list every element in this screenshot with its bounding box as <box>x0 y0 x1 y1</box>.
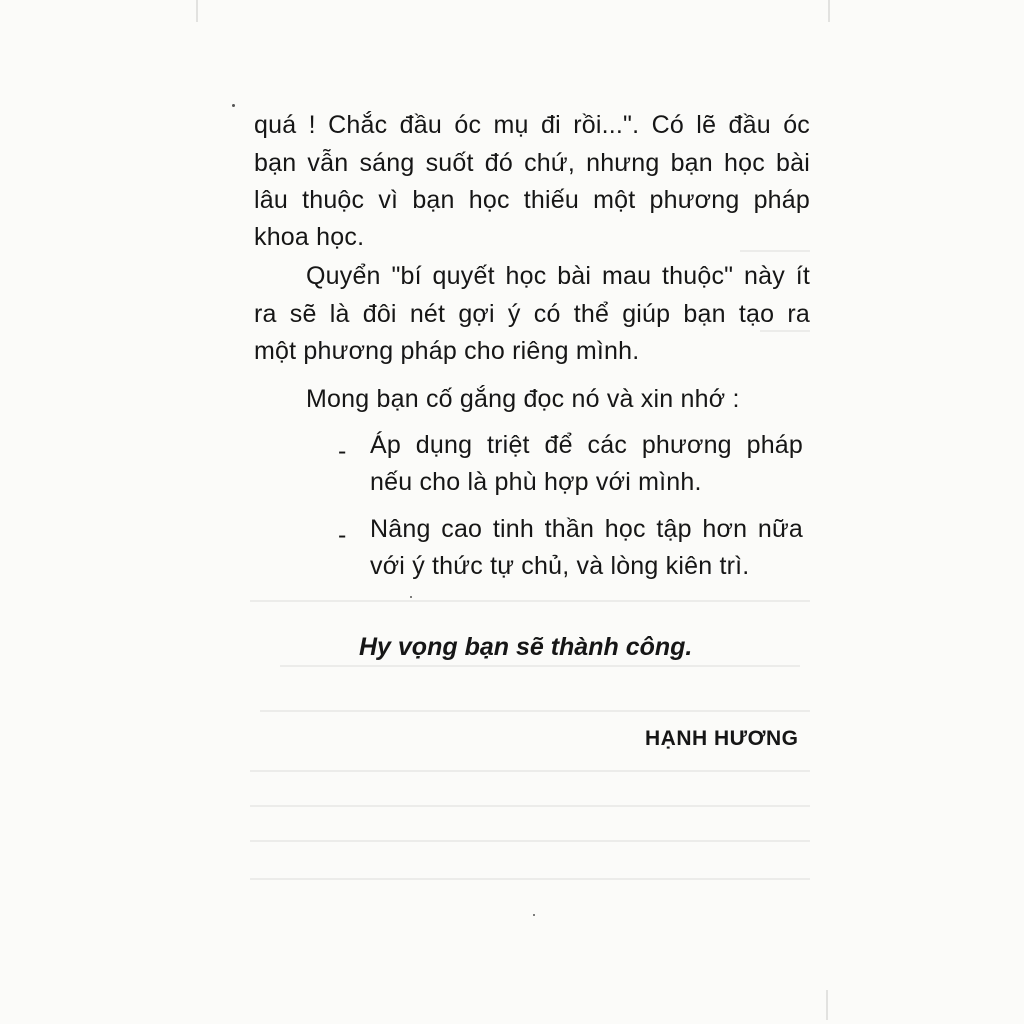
paragraph-line: Quyển "bí quyết học bài mau thuộc" này ít <box>306 262 810 290</box>
page-edge-mark <box>826 990 828 1020</box>
print-speck <box>232 104 235 107</box>
list-bullet: - <box>338 437 347 465</box>
paragraph-line: Mong bạn cố gắng đọc nó và xin nhớ : <box>306 385 740 413</box>
list-bullet: - <box>338 521 347 549</box>
list-item-line: với ý thức tự chủ, và lòng kiên trì. <box>370 552 750 580</box>
paragraph-line: khoa học. <box>254 223 365 251</box>
bleed-through-line <box>250 600 810 602</box>
bleed-through-line <box>740 250 810 252</box>
list-item-line: nếu cho là phù hợp với mình. <box>370 468 702 496</box>
paragraph-line: lâu thuộc vì bạn học thiếu một phương pháp <box>254 186 810 214</box>
bleed-through-line <box>250 878 810 880</box>
closing-wish: Hy vọng bạn sẽ thành công. <box>359 633 693 661</box>
author-signature: HẠNH HƯƠNG <box>645 727 799 750</box>
list-item-line: Áp dụng triệt để các phương pháp <box>370 431 803 459</box>
paragraph-line: một phương pháp cho riêng mình. <box>254 337 640 365</box>
page-edge-mark <box>828 0 830 22</box>
bleed-through-line <box>250 840 810 842</box>
bleed-through-line <box>260 710 810 712</box>
print-speck <box>533 914 535 916</box>
page-edge-mark <box>196 0 198 22</box>
paragraph-line: quá ! Chắc đầu óc mụ đi rồi...". Có lẽ đầu óc <box>254 111 810 139</box>
bleed-through-line <box>250 805 810 807</box>
list-item-line: Nâng cao tinh thần học tập hơn nữa <box>370 515 803 543</box>
bleed-through-line <box>250 770 810 772</box>
bleed-through-line <box>280 665 800 667</box>
bleed-through-line <box>760 330 810 332</box>
paragraph-line: ra sẽ là đôi nét gợi ý có thể giúp bạn tạo ra <box>254 300 810 328</box>
paragraph-line: bạn vẫn sáng suốt đó chứ, nhưng bạn học bài <box>254 149 810 177</box>
print-speck <box>410 596 412 598</box>
